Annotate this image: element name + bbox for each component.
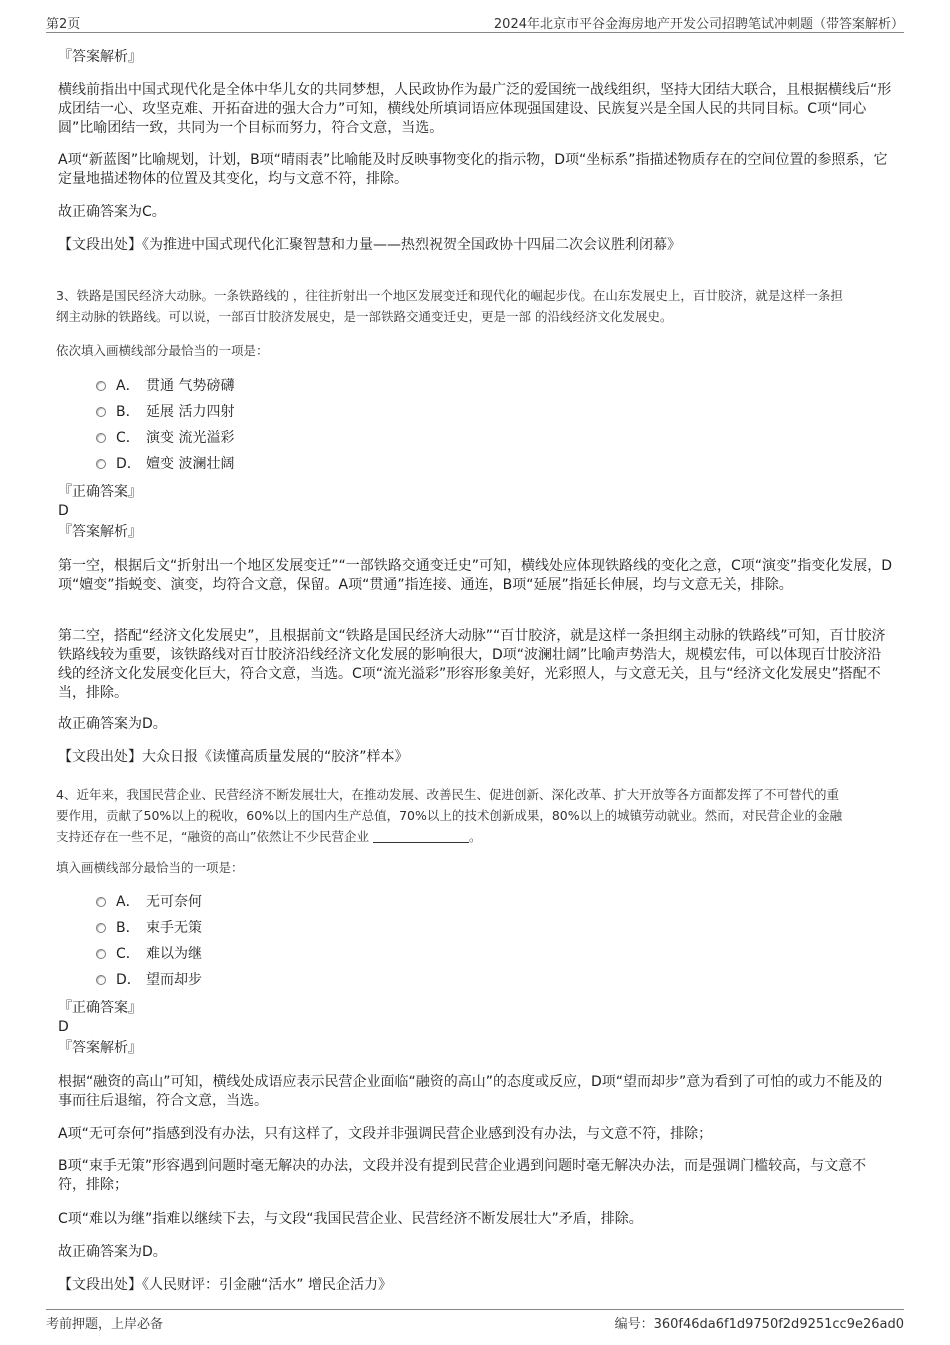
q3-analysis-para1: 第一空，根据后文“折射出一个地区发展变迁”“一部铁路交通变迁史”可知，横线处应体现铁路线的变化之意，C项“演变”指变化发展，D项“嬗变”指蜕变、演变，均符合文意，保留。A项“贯通”指连接、通连，B项“延展”指延长伸展，均与文意无关，排除。: [58, 558, 893, 593]
footer-slogan: 考前押题，上岸必备: [46, 1317, 164, 1332]
q4-analysis-para3: B项“束手无策”形容遇到问题时毫无解决的办法，文段并没有提到民营企业遇到问题时毫无解决办法，而是强调门槛较高，与文意不符，排除；: [58, 1158, 867, 1193]
q3-option-b[interactable]: B． 延展 活力四射: [96, 402, 234, 422]
q3-option-d[interactable]: D． 嬗变 波澜壮阔: [96, 454, 234, 474]
q4-option-b[interactable]: B． 束手无策: [96, 918, 202, 938]
document-title: 2024年北京市平谷金海房地产开发公司招聘笔试冲刺题（带答案解析）: [493, 17, 904, 32]
q4-stem-line2: 要作用，贡献了50%以上的税收，60%以上的国内生产总值，70%以上的技术创新成果，80%以上的城镇劳动就业。然而，对民营企业的金融: [56, 808, 843, 823]
radio-icon[interactable]: [96, 433, 106, 443]
q3-correct-answer: D: [58, 503, 69, 519]
radio-icon[interactable]: [96, 407, 106, 417]
header-divider: [46, 32, 904, 33]
q4-correct-answer: D: [58, 1019, 69, 1035]
q2-answer: 故正确答案为C。: [58, 204, 166, 220]
q4-analysis-para4: C项“难以为继”指难以继续下去，与文段“我国民营企业、民营经济不断发展壮大”矛盾，排除。: [58, 1211, 643, 1227]
page-header: [0, 0, 950, 34]
q4-correct-label: 『正确答案』: [58, 1000, 142, 1016]
radio-icon[interactable]: [96, 975, 106, 985]
q3-option-c[interactable]: C． 演变 流光溢彩: [96, 428, 234, 448]
radio-icon[interactable]: [96, 949, 106, 959]
q4-stem-line3: 支持还存在一些不足，“融资的高山”依然让不少民营企业 。: [56, 829, 482, 844]
fill-blank: [373, 830, 469, 843]
q3-source: 【文段出处】大众日报《读懂高质量发展的“胶济”样本》: [58, 749, 409, 765]
q2-analysis-label: 『答案解析』: [58, 49, 142, 65]
q4-option-c[interactable]: C． 难以为继: [96, 944, 202, 964]
footer-divider: [46, 1309, 904, 1310]
q3-stem-line2: 纲主动脉的铁路线。可以说，一部百廿胶济发展史，是一部铁路交通变迁史，更是一部 的沿线经济文化发展史。: [56, 309, 673, 324]
footer-code: 编号：360f46da6f1d9750f2d9251cc9e26ad0: [614, 1317, 904, 1332]
q4-analysis-para2: A项“无可奈何”指感到没有办法，只有这样了，文段并非强调民营企业感到没有办法，与文意不符，排除；: [58, 1126, 713, 1142]
q2-analysis-para2: A项“新蓝图”比喻规划，计划，B项“晴雨表”比喻能及时反映事物变化的指示物，D项“坐标系”指描述物质存在的空间位置的参照系，它定量地描述物体的位置及其变化，均与文意不符，排除。: [58, 152, 888, 187]
q3-analysis-label: 『答案解析』: [58, 524, 142, 540]
radio-icon[interactable]: [96, 459, 106, 469]
q3-stem-line1: 3、铁路是国民经济大动脉。一条铁路线的 ，往往折射出一个地区发展变迁和现代化的崛起步伐。在山东发展史上，百廿胶济，就是这样一条担: [56, 288, 843, 303]
radio-icon[interactable]: [96, 923, 106, 933]
q4-prompt: 填入画横线部分最恰当的一项是：: [56, 860, 244, 875]
page-number: 第2页: [46, 17, 81, 32]
q4-stem-line1: 4、近年来，我国民营企业、民营经济不断发展壮大，在推动发展、改善民生、促进创新、深化改革、扩大开放等各方面都发挥了不可替代的重: [56, 787, 839, 802]
q3-option-a[interactable]: A． 贯通 气势磅礴: [96, 376, 234, 396]
q4-source: 【文段出处】《人民财评：引金融“活水” 增民企活力》: [58, 1277, 392, 1293]
radio-icon[interactable]: [96, 381, 106, 391]
q3-correct-label: 『正确答案』: [58, 484, 142, 500]
radio-icon[interactable]: [96, 897, 106, 907]
q4-analysis-para1: 根据“融资的高山”可知，横线处成语应表示民营企业面临“融资的高山”的态度或反应，D项“望而却步”意为看到了可怕的或力不能及的事而往后退缩，符合文意，当选。: [58, 1074, 883, 1109]
q4-analysis-label: 『答案解析』: [58, 1040, 142, 1056]
q3-answer: 故正确答案为D。: [58, 716, 167, 732]
q3-prompt: 依次填入画横线部分最恰当的一项是：: [56, 343, 269, 358]
q4-option-d[interactable]: D． 望而却步: [96, 970, 202, 990]
q2-source: 【文段出处】《为推进中国式现代化汇聚智慧和力量——热烈祝贺全国政协十四届二次会议胜利闭幕》: [58, 237, 681, 253]
q4-option-a[interactable]: A． 无可奈何: [96, 892, 202, 912]
q4-answer: 故正确答案为D。: [58, 1244, 167, 1260]
q3-analysis-para2: 第二空，搭配“经济文化发展史”，且根据前文“铁路是国民经济大动脉”“百廿胶济，就是这样一条担纲主动脉的铁路线”可知，百廿胶济铁路线较为重要，该铁路线对百廿胶济沿线经济文化发展的影响很大，D项“波澜壮阔”比喻声势浩大，规模宏伟，可以体现百廿胶济沿线的经济文化发展变化巨大，符合文意，当选。C项“流光溢彩”形容形象美好，光彩照人，与文意无关，且与“经济文化发展史”搭配不当，排除。: [58, 628, 886, 701]
q2-analysis-para1: 横线前指出中国式现代化是全体中华儿女的共同梦想，人民政协作为最广泛的爱国统一战线组织，坚持大团结大联合，且根据横线后“形成团结一心、攻坚克难、开拓奋进的强大合力”可知，横线处所填词语应体现强国建设、民族复兴是全国人民的共同目标。C项“同心圆”比喻团结一致，共同为一个目标而努力，符合文意，当选。: [58, 82, 892, 136]
